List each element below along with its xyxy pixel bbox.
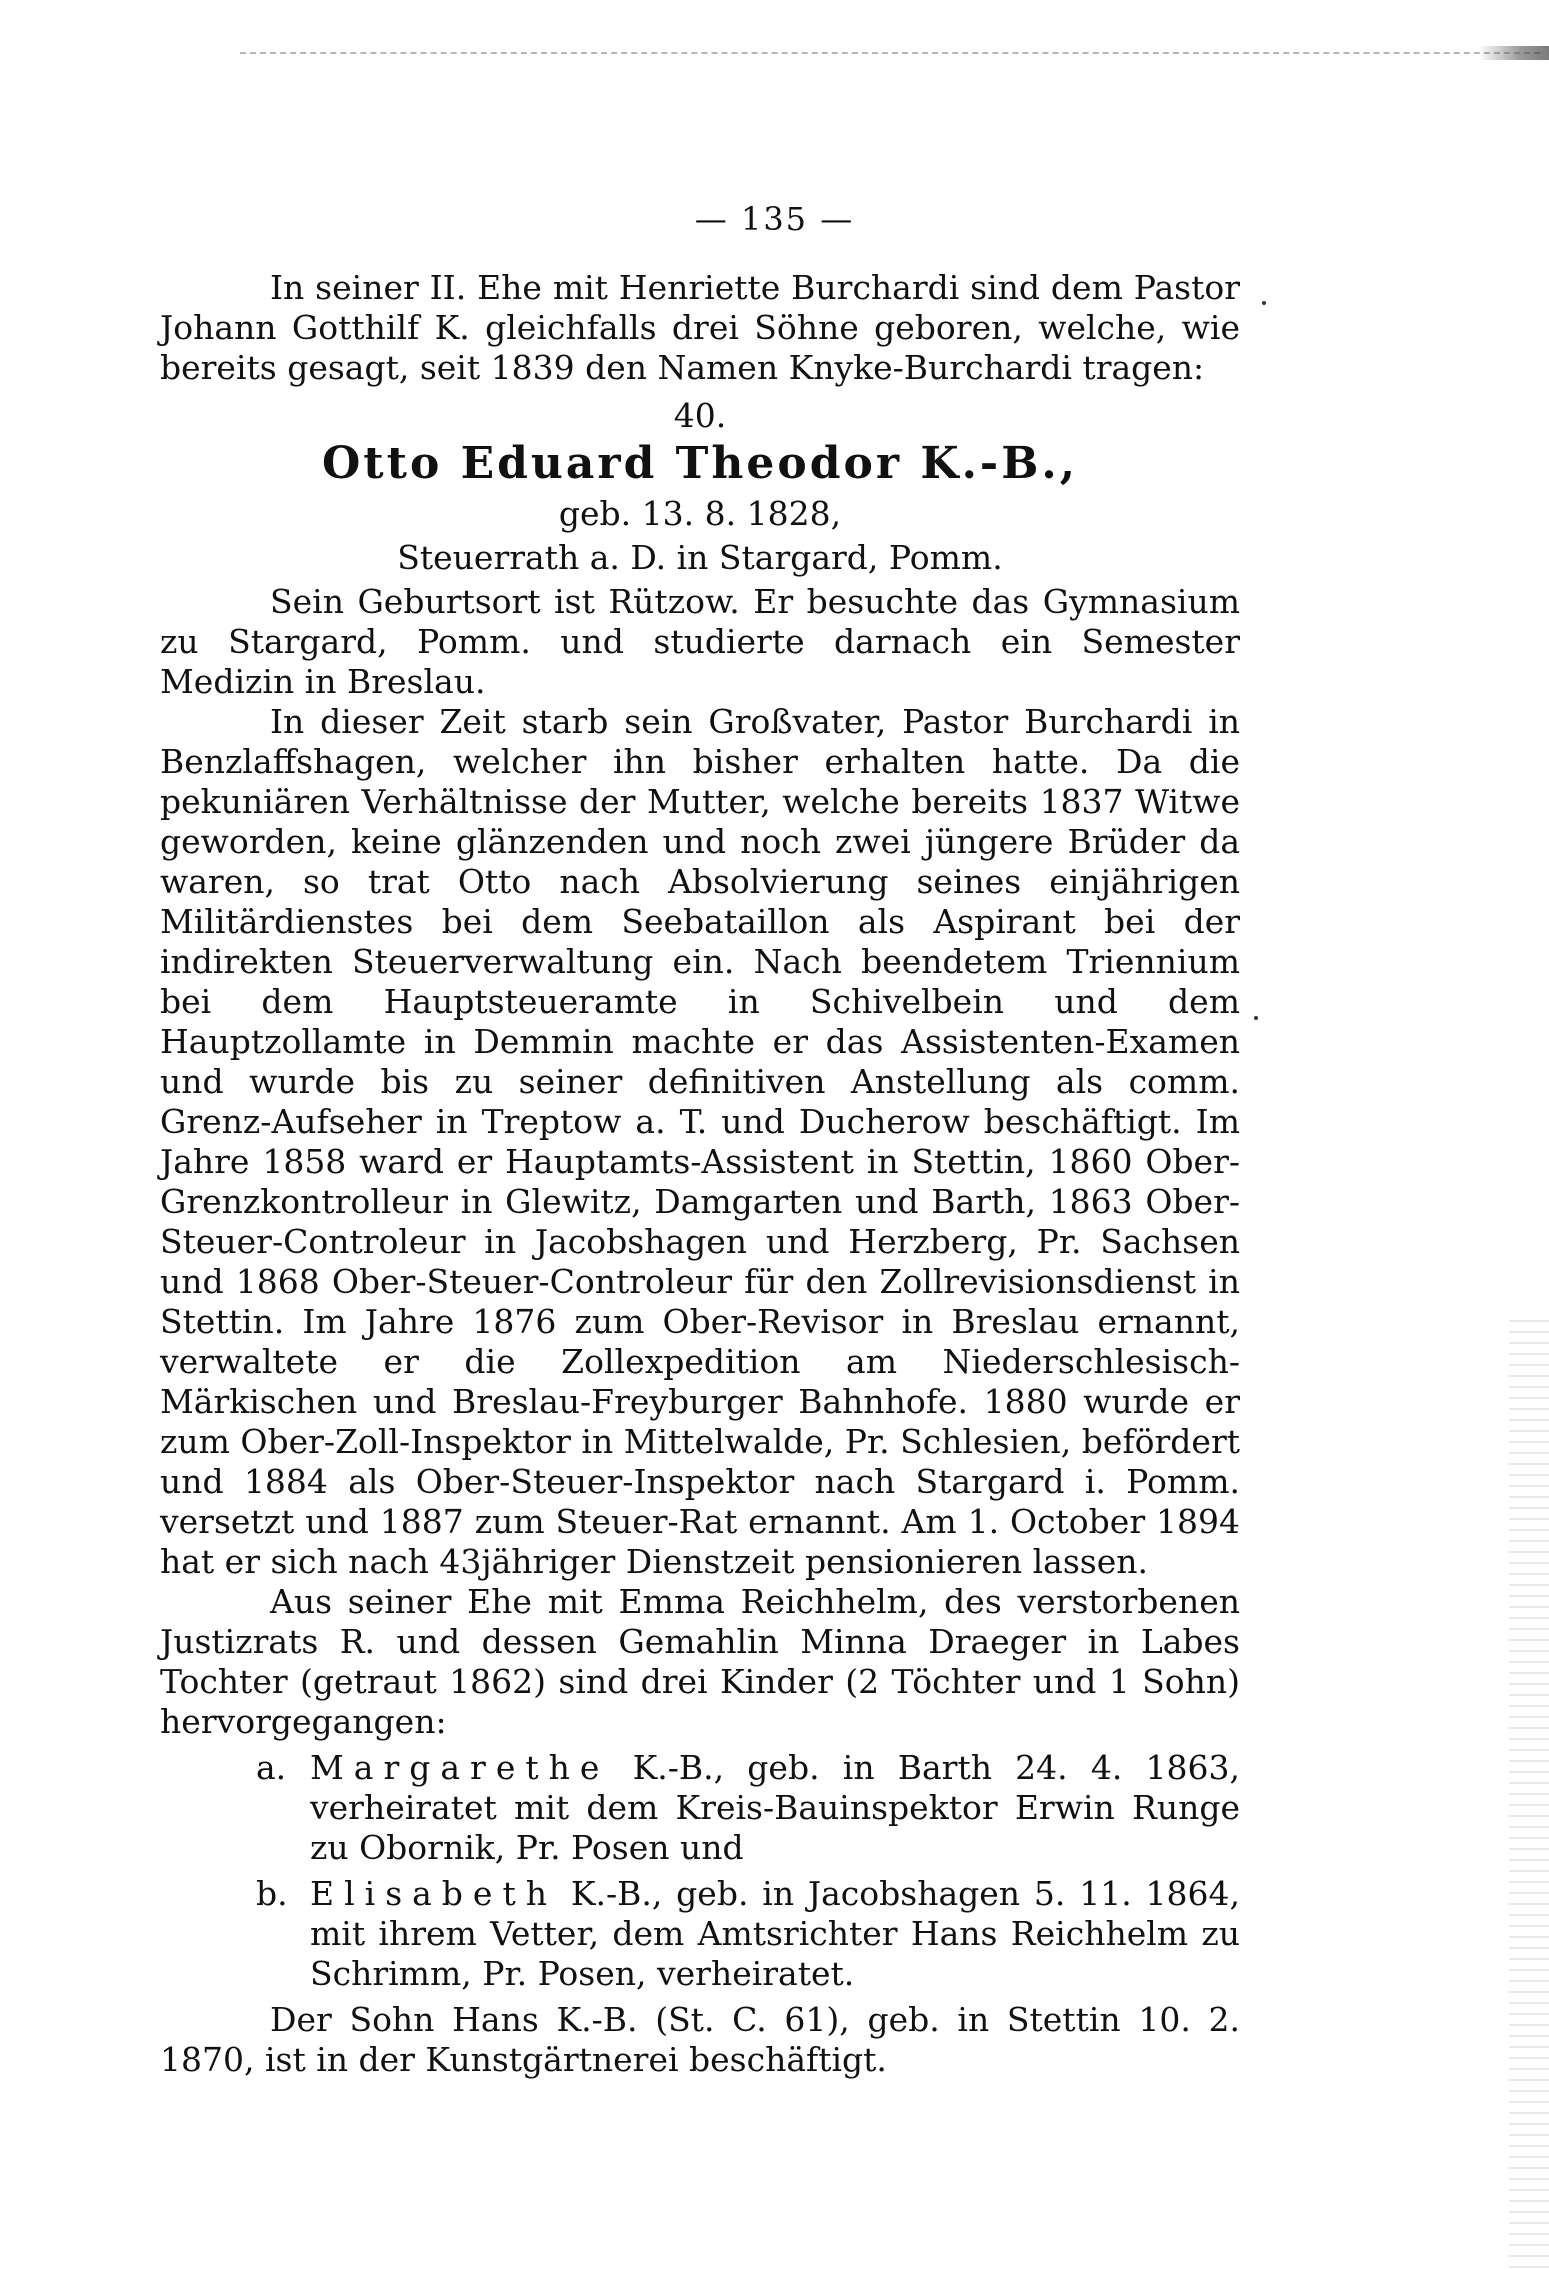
child-name: Elisabeth bbox=[310, 1874, 557, 1913]
list-marker: a. bbox=[256, 1748, 287, 1787]
scan-right-edge-noise bbox=[1509, 1320, 1549, 2270]
child-description: K.-B., geb. in Jacobshagen 5. 11. 1864, mit ihrem Vetter, dem Amtsrichter Hans Reichhelm zu Schrimm, Pr. Posen, verheiratet. bbox=[310, 1874, 1240, 1993]
child-name: Margarethe bbox=[310, 1748, 610, 1787]
page-number: — 135 — bbox=[694, 200, 855, 238]
scan-speck bbox=[1254, 1016, 1258, 1020]
entry-occupation: Steuerrath a. D. in Stargard, Pomm. bbox=[397, 538, 1003, 577]
scan-corner-mark bbox=[1479, 46, 1549, 60]
entry-number: 40. bbox=[673, 396, 727, 435]
children-list bbox=[160, 1748, 1240, 1994]
body-paragraph: Sein Geburtsort ist Rützow. Er besuchte das Gymnasium zu Stargard, Pomm. und studierte darnach ein Semester Medizin in Breslau. bbox=[160, 582, 1240, 701]
closing-paragraph: Der Sohn Hans K.-B. (St. C. 61), geb. in Stettin 10. 2. 1870, ist in der Kunstgärtnerei beschäftigt. bbox=[160, 2000, 1240, 2079]
list-item bbox=[160, 1874, 1240, 1994]
scan-edge-line bbox=[240, 52, 1540, 54]
document-page bbox=[160, 268, 1240, 2080]
list-item bbox=[160, 1748, 1240, 1868]
body-paragraph: Aus seiner Ehe mit Emma Reichhelm, des verstorbenen Justizrats R. und dessen Gemahlin Minna Draeger in Labes Tochter (getraut 1862) sind drei Kinder (2 Töchter und 1 Sohn) hervorgegangen: bbox=[160, 1582, 1240, 1741]
child-description: K.-B., geb. in Barth 24. 4. 1863, verheiratet mit dem Kreis-Bauinspektor Erwin Runge zu Obornik, Pr. Posen und bbox=[310, 1748, 1240, 1867]
body-paragraph: In dieser Zeit starb sein Großvater, Pastor Burchardi in Benzlaffshagen, welcher ihn bisher erhalten hatte. Da die pekuniären Verhältnisse der Mutter, welche bereits 1837 Witwe geworden, keine glänzenden und noch zwei jüngere Brüder da waren, so trat Otto nach Absolvierung seines einjährigen Militärdienstes bei dem Seebataillon als Aspirant bei der indirekten Steuerverwaltung ein. Nach beendetem Triennium bei dem Hauptsteueramte in Schivelbein und dem Hauptzollamte in Demmin machte er das Assistenten-Examen und wurde bis zu seiner definitiven Anstellung als comm. Grenz-Aufseher in Treptow a. T. und Ducherow beschäftigt. Im Jahre 1858 ward er Hauptamts-Assistent in Stettin, 1860 Ober-Grenzkontrolleur in Glewitz, Damgarten und Barth, 1863 Ober-Steuer-Controleur in Jacobshagen und Herzberg, Pr. Sachsen und 1868 Ober-Steuer-Controleur für den Zollrevisionsdienst in Stettin. Im Jahre 1876 zum Ober-Revisor in Breslau ernannt, verwaltete er die Zollexpedition am Niederschlesisch-Märkischen und Breslau-Freyburger Bahnhofe. 1880 wurde er zum Ober-Zoll-Inspektor in Mittelwalde, Pr. Schlesien, befördert und 1884 als Ober-Steuer-Inspektor nach Stargard i. Pomm. versetzt und 1887 zum Steuer-Rat ernannt. Am 1. October 1894 hat er sich nach 43jähriger Dienstzeit pensionieren lassen. bbox=[160, 702, 1240, 1581]
list-marker: b. bbox=[256, 1874, 288, 1913]
scan-speck bbox=[1262, 301, 1266, 305]
intro-paragraph: In seiner II. Ehe mit Henriette Burchardi sind dem Pastor Johann Gotthilf K. gleichfalls drei Söhne geboren, welche, wie bereits gesagt, seit 1839 den Namen Knyke-Burchardi tragen: bbox=[160, 268, 1240, 387]
entry-birth-date: geb. 13. 8. 1828, bbox=[558, 494, 842, 533]
entry-name-heading: Otto Eduard Theodor K.-B., bbox=[321, 438, 1079, 489]
